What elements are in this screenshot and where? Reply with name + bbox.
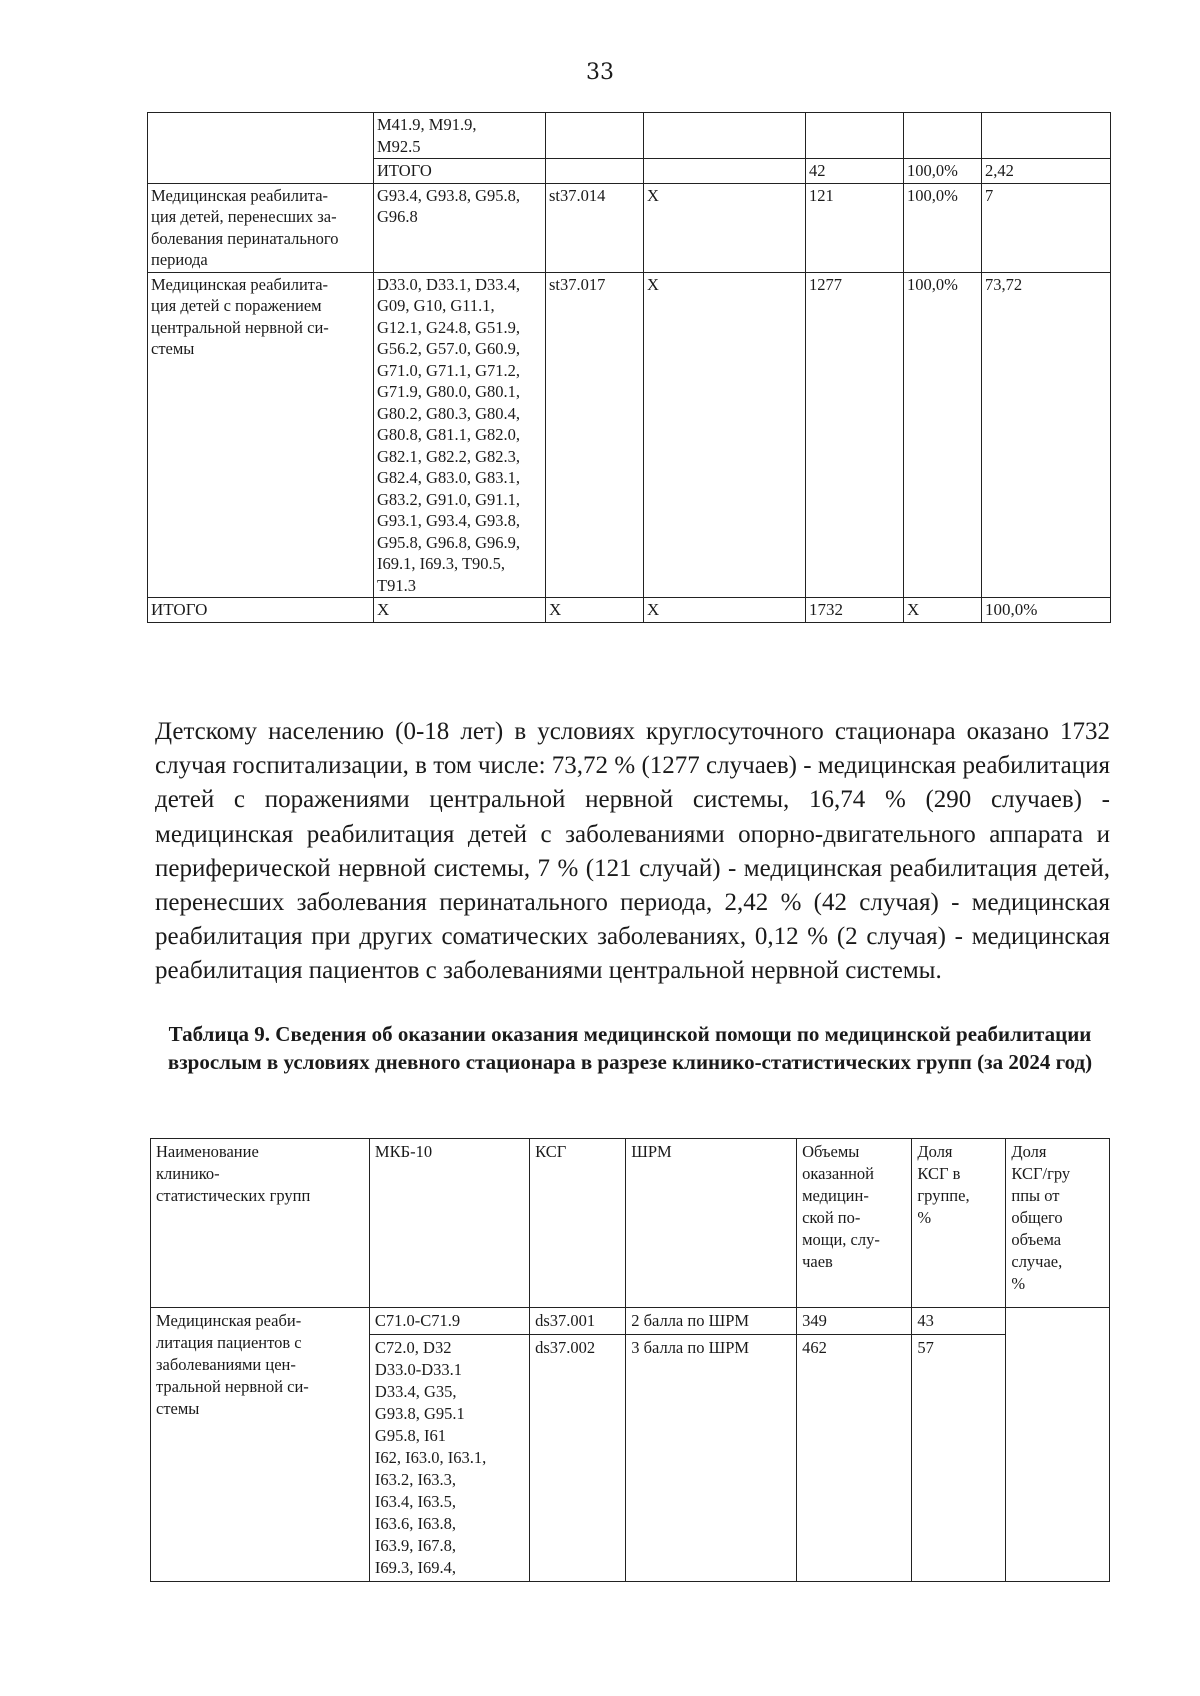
mkb-codes-cell: D33.0, D33.1, D33.4, G09, G10, G11.1, G12.1, G24.8, G51.9, G56.2, G57.0, G60.9, G71.0, G71.1, G71.2, G71.9, G80.0, G80.1, G80.2, G80.3, G80.4, G80.8, G81.1, G82.0, G82.1, G82.2, G82.3, G82.4, G83.0, G83.1, G83.2, G91.0, G91.1, G93.1, G93.4, G93.8, G95.8, G96.8, G96.9, I69.1, I69.3, T90.5, T91.3	[374, 272, 546, 598]
header-ksg: КСГ	[530, 1139, 626, 1308]
subtotal-label: ИТОГО	[374, 159, 546, 184]
mkb-codes-cell: G93.4, G93.8, G95.8, G96.8	[374, 183, 546, 272]
share-total-cell: 7	[982, 183, 1111, 272]
share-total-cell: 100,0%	[982, 598, 1111, 623]
table-children-round-the-clock	[147, 112, 1111, 623]
table-row	[148, 272, 1111, 598]
share-group-cell: 100,0%	[904, 159, 982, 184]
ksg-cell: st37.017	[546, 272, 644, 598]
mkb-codes-cell: C71.0-C71.9	[369, 1308, 529, 1335]
share-total-cell	[982, 113, 1111, 159]
page-number: 33	[586, 60, 614, 85]
header-mkb: МКБ-10	[369, 1139, 529, 1308]
ksg-cell	[546, 113, 644, 159]
group-name-cell	[148, 113, 374, 184]
summary-paragraph: Детскому населению (0-18 лет) в условиях круглосуточного стационара оказано 1732 случая госпитализации, в том числе: 73,72 % (1277 случаев) - медицинская реабилитация детей с поражениями центральной нервной системы, 16,74 % (290 случаев) - медицинская реабилитация детей с заболеваниями опорно-двигательного аппарата и периферической нервной системы, 7 % (121 случай) - медицинская реабилитация детей, перенесших заболевания перинатального периода, 2,42 % (42 случая) - медицинская реабилитация при других соматических заболеваниях, 0,12 % (2 случая) - медицинская реабилитация пациентов с заболеваниями центральной нервной системы.	[155, 718, 1110, 985]
mkb-codes-cell: M41.9, M91.9, M92.5	[374, 113, 546, 159]
share-group-cell: 43	[912, 1308, 1006, 1335]
share-group-cell: X	[904, 598, 982, 623]
volume-cell: 42	[806, 159, 904, 184]
table-header-row	[151, 1139, 1110, 1308]
header-volume: Объемы оказанной медицин- ской по- мощи, слу- чаев	[797, 1139, 912, 1308]
shrm-cell: 2 балла по ШРМ	[626, 1308, 797, 1335]
table-row	[148, 113, 1111, 159]
ksg-cell: ds37.001	[530, 1308, 626, 1335]
shrm-cell: X	[644, 183, 806, 272]
ksg-cell: st37.014	[546, 183, 644, 272]
table-row-total	[148, 598, 1111, 623]
group-name-cell: Медицинская реаби- литация пациентов с заболеваниями цен- тральной нервной си- стемы	[151, 1308, 370, 1582]
volume-cell	[806, 113, 904, 159]
header-share-group: Доля КСГ в группе, %	[912, 1139, 1006, 1308]
table-row	[151, 1308, 1110, 1335]
volume-cell: 1732	[806, 598, 904, 623]
share-group-cell: 57	[912, 1335, 1006, 1582]
volume-cell: 121	[806, 183, 904, 272]
mkb-codes-cell: C72.0, D32 D33.0-D33.1 D33.4, G35, G93.8, G95.1 G95.8, I61 I62, I63.0, I63.1, I63.2, I63.3, I63.4, I63.5, I63.6, I63.8, I63.9, I67.8, I69.3, I69.4,	[369, 1335, 529, 1582]
volume-cell: 462	[797, 1335, 912, 1582]
shrm-cell: 3 балла по ШРМ	[626, 1335, 797, 1582]
ksg-cell: ds37.002	[530, 1335, 626, 1582]
share-group-cell	[904, 113, 982, 159]
table-adults-day-hospital	[150, 1138, 1110, 1582]
volume-cell: 349	[797, 1308, 912, 1335]
share-total-cell: 73,72	[982, 272, 1111, 598]
total-label: ИТОГО	[148, 598, 374, 623]
share-group-cell: 100,0%	[904, 183, 982, 272]
share-total-cell	[1006, 1308, 1110, 1582]
share-total-cell: 2,42	[982, 159, 1111, 184]
shrm-cell	[644, 113, 806, 159]
shrm-cell: X	[644, 272, 806, 598]
group-name-cell: Медицинская реабилита- ция детей, перенесших за- болевания перинатального периода	[148, 183, 374, 272]
mkb-codes-cell: X	[374, 598, 546, 623]
header-share-total: Доля КСГ/гру ппы от общего объема случае, %	[1006, 1139, 1110, 1308]
table-caption: Таблица 9. Сведения об оказании оказания медицинской помощи по медицинской реабилитации взрослым в условиях дневного стационара в разрезе клинико-статистических групп (за 2024 год)	[167, 1022, 1093, 1074]
table-row	[148, 183, 1111, 272]
shrm-cell: X	[644, 598, 806, 623]
share-group-cell: 100,0%	[904, 272, 982, 598]
group-name-cell: Медицинская реабилита- ция детей с поражением центральной нервной си- стемы	[148, 272, 374, 598]
volume-cell: 1277	[806, 272, 904, 598]
header-name: Наименование клинико- статистических групп	[151, 1139, 370, 1308]
header-shrm: ШРМ	[626, 1139, 797, 1308]
ksg-cell: X	[546, 598, 644, 623]
